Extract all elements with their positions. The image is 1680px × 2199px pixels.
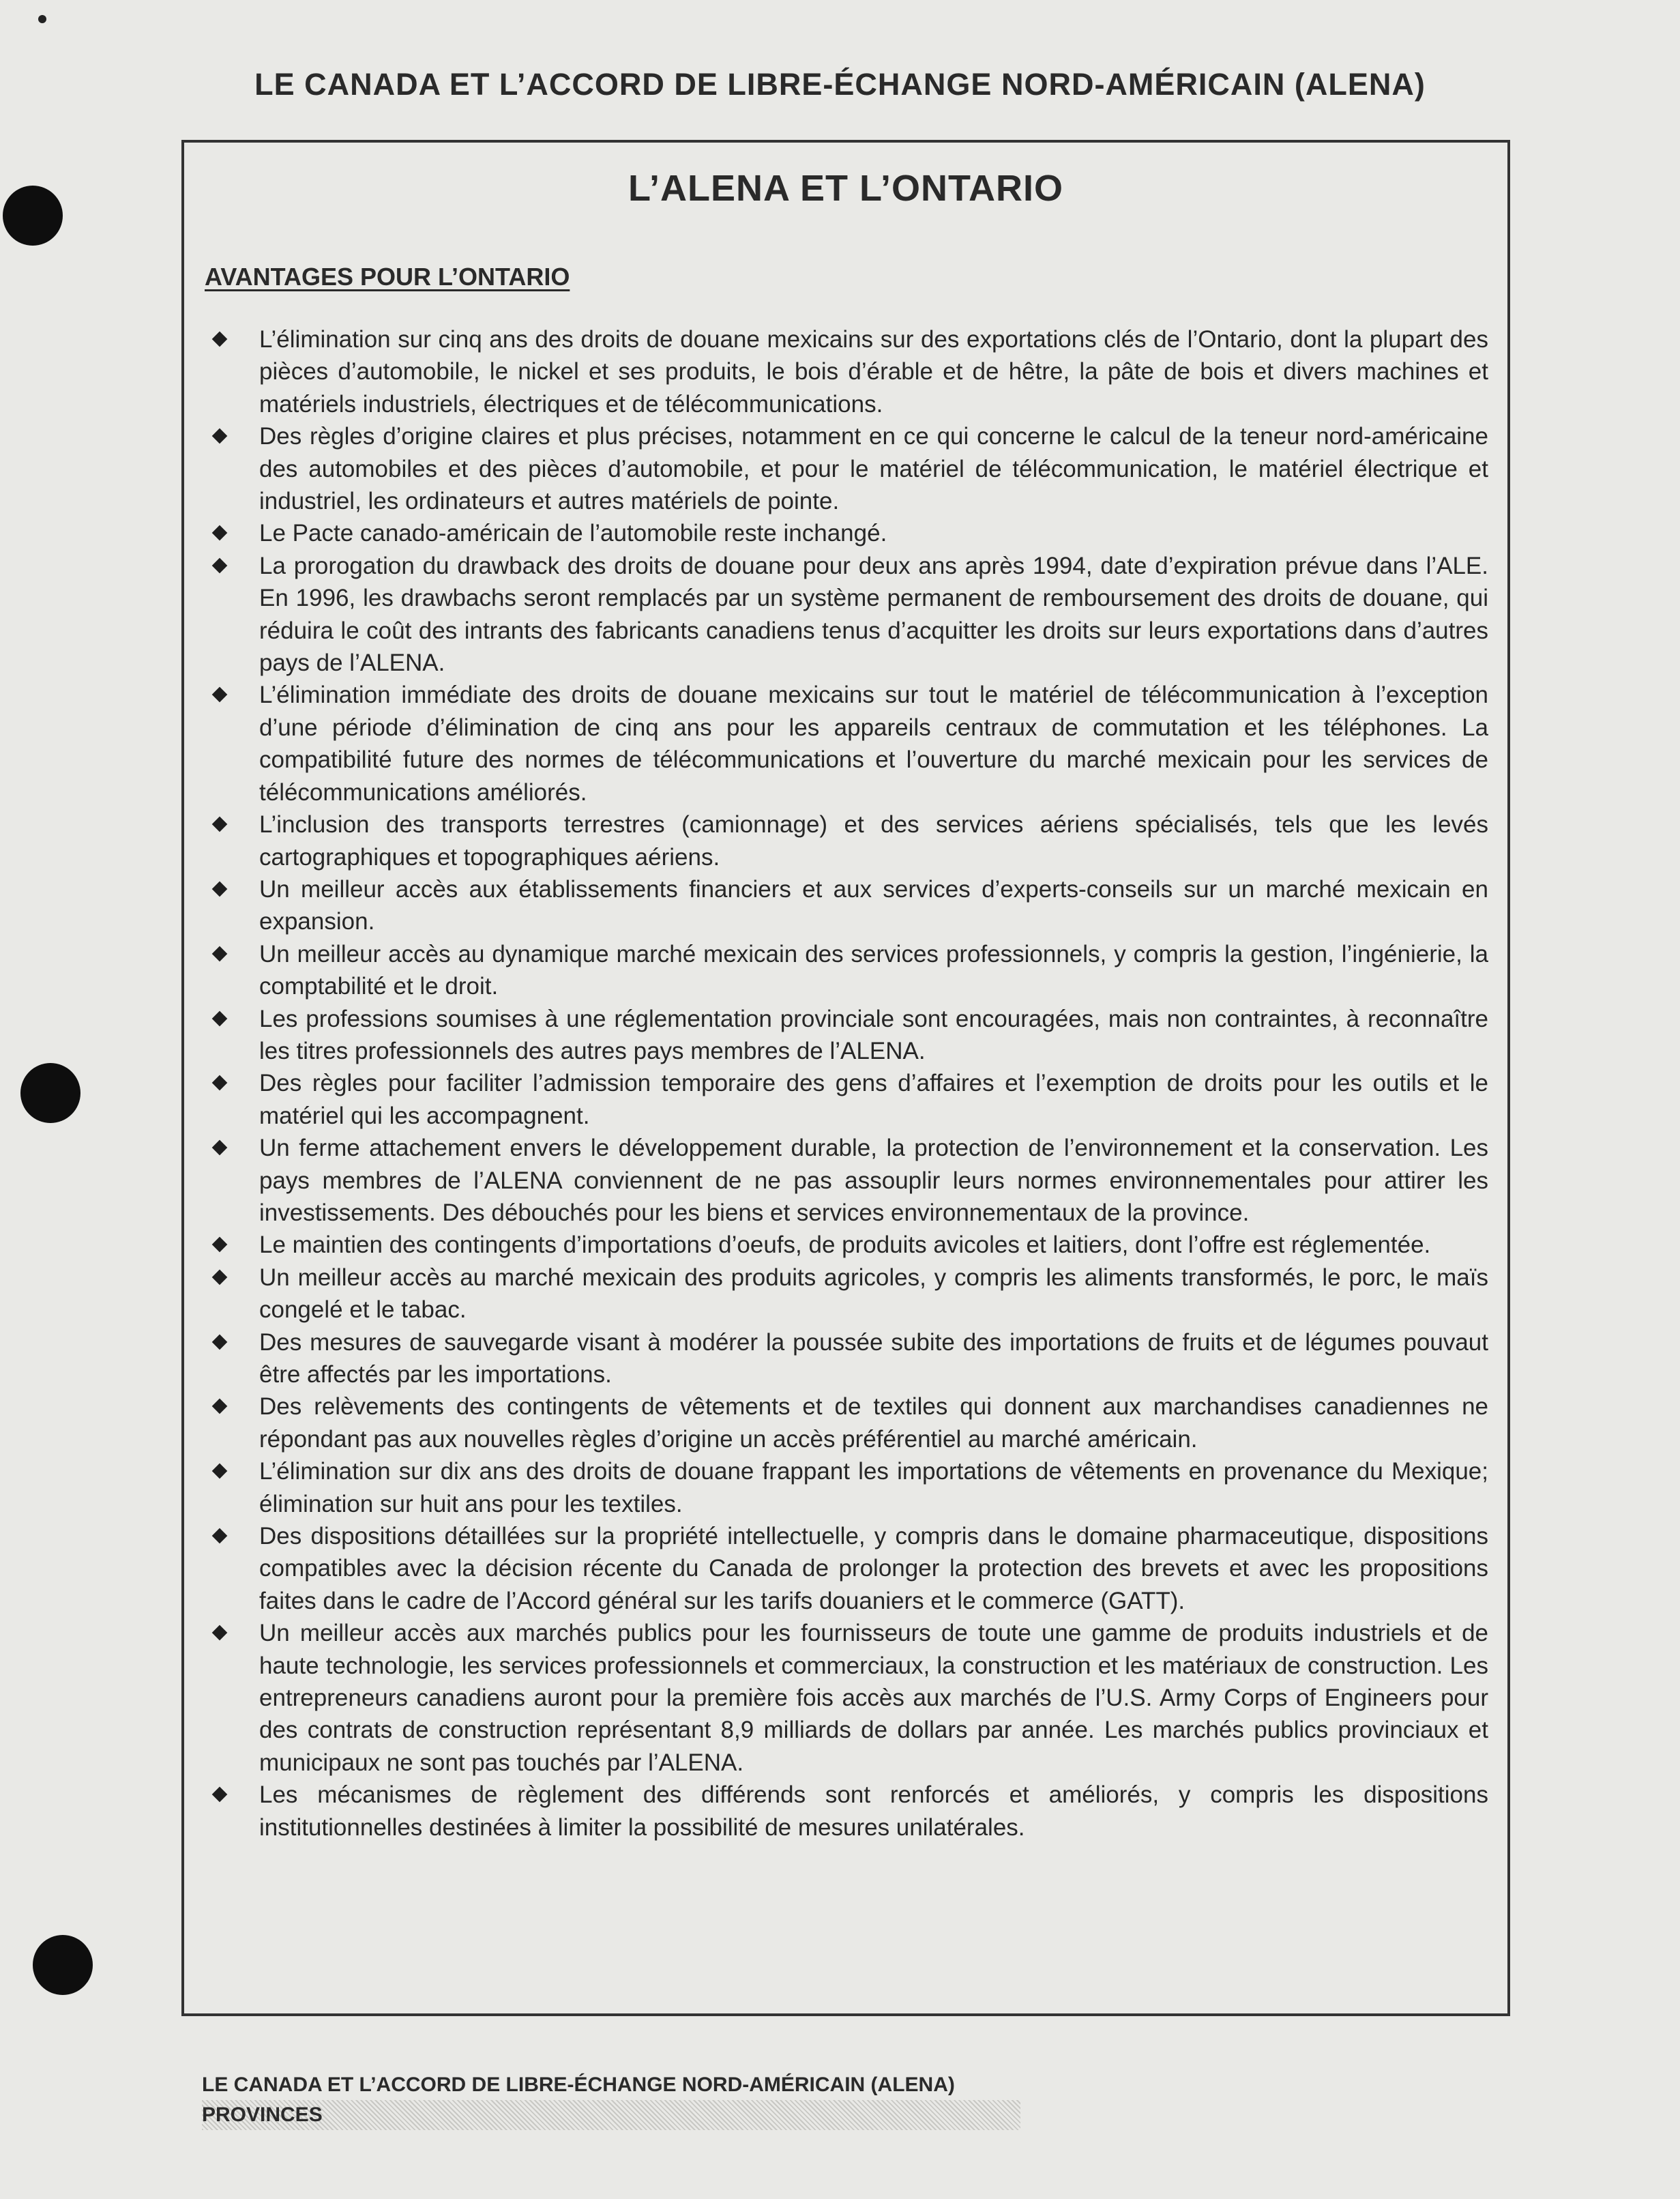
diamond-bullet-icon (212, 332, 228, 347)
list-item-text: Des mesures de sauvegarde visant à modérer la poussée subite des importations de fruits et de légumes pouvaut être affectés par les importations. (259, 1328, 1488, 1388)
list-item-text: Un ferme attachement envers le développement durable, la protection de l’environnement et la conservation. Les pays membres de l’ALENA conviennent de ne pas assouplir leurs normes environnementales pour attirer les investissements. Des débouchés pour les biens et services environnementaux de la province. (259, 1135, 1488, 1226)
list-item (205, 1326, 1488, 1391)
diamond-bullet-icon (212, 1787, 228, 1803)
list-item-text: Un meilleur accès aux marchés publics pour les fournisseurs de toute une gamme de produits industriels et de haute technologie, les services professionnels et commerciaux, la construction et les matériaux de construction. Les entrepreneurs canadiens auront pour la première fois accès aux marchés de l’U.S. Army Corps of Engineers pour des contrats de construction représentant 8,9 milliards de dollars par année. Les marchés publics provinciaux et municipaux ne sont pas touchés par l’ALENA. (259, 1620, 1488, 1776)
footer-title: LE CANADA ET L’ACCORD DE LIBRE-ÉCHANGE NORD-AMÉRICAIN (ALENA) (202, 2073, 955, 2096)
list-item (205, 1779, 1488, 1844)
diamond-bullet-icon (212, 1399, 228, 1414)
list-item (205, 938, 1488, 1003)
list-item (205, 1617, 1488, 1779)
list-item (205, 1455, 1488, 1520)
list-item-text: Des dispositions détaillées sur la propriété intellectuelle, y compris dans le domaine pharmaceutique, dispositions compatibles avec la décision récente du Canada de prolonger la protection des brevets et avec les propositions faites dans le cadre de l’Accord général sur les tarifs douaniers et le commerce (GATT). (259, 1523, 1488, 1614)
diamond-bullet-icon (212, 1625, 228, 1641)
list-item-text: Des règles pour faciliter l’admission temporaire des gens d’affaires et l’exemption de droits pour les outils et le matériel qui les accompagnent. (259, 1070, 1488, 1129)
list-item (205, 1003, 1488, 1068)
list-item-text: Le maintien des contingents d’importations d’oeufs, de produits avicoles et laitiers, dont l’offre est réglementée. (259, 1232, 1431, 1259)
diamond-bullet-icon (212, 558, 228, 574)
punch-hole-middle (20, 1063, 80, 1123)
footer-section: PROVINCES (202, 2100, 1020, 2130)
list-item-text: L’inclusion des transports terrestres (camionnage) et des services aériens spécialisés, tels que les levés cartographiques et topographiques aériens. (259, 811, 1488, 871)
list-item-text: L’élimination sur cinq ans des droits de douane mexicains sur des exportations clés de l’Ontario, dont la plupart des pièces d’automobile, le nickel et ses produits, le bois d’érable et de hêtre, la pâte de bois et divers machines et matériels industriels, électriques et de télécommunications. (259, 326, 1488, 418)
punch-hole-bottom (33, 1935, 93, 1995)
diamond-bullet-icon (212, 1010, 228, 1026)
list-item-text: Des règles d’origine claires et plus précises, notamment en ce qui concerne le calcul de la teneur nord-américaine des automobiles et des pièces d’automobile, et pour le matériel de télécommunication, le matériel électrique et industriel, les ordinateurs et autres matériels de pointe. (259, 423, 1488, 515)
diamond-bullet-icon (212, 525, 228, 541)
list-item-text: Des relèvements des contingents de vêtements et de textiles qui donnent aux marchandises canadiennes ne répondant pas aux nouvelles règles d’origine un accès préférentiel au marché américain. (259, 1393, 1488, 1453)
diamond-bullet-icon (212, 1334, 228, 1350)
ink-speck (38, 15, 46, 23)
list-item (205, 1067, 1488, 1132)
diamond-bullet-icon (212, 1528, 228, 1544)
list-item (205, 1520, 1488, 1617)
list-item (205, 517, 1488, 549)
section-heading: AVANTAGES POUR L’ONTARIO (205, 263, 570, 291)
list-item (205, 809, 1488, 873)
list-item-text: L’élimination sur dix ans des droits de douane frappant les importations de vêtements en provenance du Mexique; élimination sur huit ans pour les textiles. (259, 1458, 1488, 1517)
box-title: L’ALENA ET L’ONTARIO (628, 168, 1063, 209)
diamond-bullet-icon (212, 1075, 228, 1091)
list-item-text: La prorogation du drawback des droits de douane pour deux ans après 1994, date d’expiration prévue dans l’ALE. En 1996, les drawbachs seront remplacés par un système permanent de remboursement des droits de douane, qui réduira le coût des intrants des fabricants canadiens tenus d’acquitter les droits sur leurs exportations dans d’autres pays de l’ALENA. (259, 552, 1488, 677)
punch-hole-top (3, 186, 63, 246)
diamond-bullet-icon (212, 817, 228, 832)
list-item (205, 1262, 1488, 1326)
list-item (205, 1390, 1488, 1455)
diamond-bullet-icon (212, 1237, 228, 1253)
list-item-text: Les mécanismes de règlement des différends sont renforcés et améliorés, y compris les dispositions institutionnelles destinées à limiter la possibilité de mesures unilatérales. (259, 1781, 1488, 1841)
list-item (205, 323, 1488, 420)
diamond-bullet-icon (212, 1463, 228, 1479)
diamond-bullet-icon (212, 687, 228, 703)
list-item (205, 1132, 1488, 1229)
list-item (205, 550, 1488, 680)
page-footer (202, 2070, 1020, 2130)
list-item-text: L’élimination immédiate des droits de douane mexicains sur tout le matériel de télécommunication à l’exception d’une période d’élimination de cinq ans pour les appareils centraux de commutation et les téléphones. La compatibilité future des normes de télécommunications et l’ouverture du marché mexicain pour les services de télécommunications améliorés. (259, 682, 1488, 806)
list-item-text: Un meilleur accès au dynamique marché mexicain des services professionnels, y compris la gestion, l’ingénierie, la comptabilité et le droit. (259, 940, 1488, 1000)
list-item-text: Les professions soumises à une réglementation provinciale sont encouragées, mais non contraintes, à reconnaître les titres professionnels des autres pays membres de l’ALENA. (259, 1005, 1488, 1064)
diamond-bullet-icon (212, 882, 228, 897)
diamond-bullet-icon (212, 428, 228, 444)
diamond-bullet-icon (212, 1140, 228, 1156)
diamond-bullet-icon (212, 946, 228, 961)
diamond-bullet-icon (212, 1269, 228, 1285)
ontario-benefits-box (181, 140, 1510, 2016)
list-item-text: Un meilleur accès aux établissements financiers et aux services d’experts-conseils sur un marché mexicain en expansion. (259, 875, 1488, 935)
list-item-text: Un meilleur accès au marché mexicain des produits agricoles, y compris les aliments transformés, le porc, le maïs congelé et le tabac. (259, 1264, 1488, 1324)
list-item (205, 873, 1488, 938)
list-item-text: Le Pacte canado-américain de l’automobile reste inchangé. (259, 520, 887, 547)
list-item (205, 420, 1488, 517)
page-title: LE CANADA ET L’ACCORD DE LIBRE-ÉCHANGE NORD-AMÉRICAIN (ALENA) (254, 67, 1426, 102)
benefits-list (205, 323, 1488, 1844)
list-item (205, 679, 1488, 809)
list-item (205, 1229, 1488, 1261)
